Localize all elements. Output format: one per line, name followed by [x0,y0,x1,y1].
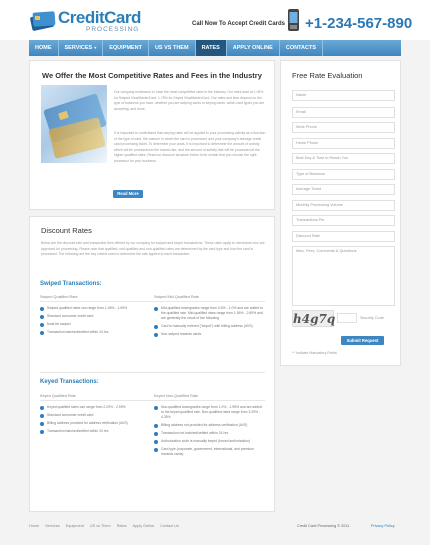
bullet-dot-icon [40,422,44,426]
list-item: Non-qualified downgrades range from 1.0% - 1.95% and are added to the keyed qualified rate. Non-qualified rates range from 3.29% - 4.35% [154,405,264,420]
bullet-dot-icon [154,440,158,444]
credit-cards-image [41,85,107,163]
footer-link-equipment[interactable]: Equipment [65,524,84,528]
nav-item-contacts[interactable]: CONTACTS [280,40,323,56]
bullet-dot-icon [40,331,44,335]
email-field[interactable]: Email [292,107,395,118]
bullet-dot-icon [154,333,158,337]
list-item: Mid-qualified downgrades range from 0.5% - 1.0% and are added to the qualified rate. Mid-qualified rates range from 1.56% - 2.69% and are generally the result of the following [154,306,264,321]
keyed-heading: Keyed Transactions: [40,379,99,385]
swiped-mid-list [154,306,264,340]
list-item: Transaction batched/settled within 24 hrs [40,330,140,335]
swiped-mid-header: Swiped Mid-Qualified Rate [154,295,199,299]
discount-rates-panel [29,216,275,512]
footer-link-services[interactable]: Services [45,524,60,528]
bullet-dot-icon [154,406,158,410]
logo-title[interactable]: CreditCard [58,8,141,27]
list-item: Standard consumer credit card [40,314,140,319]
captcha-image: h4g7q [293,312,336,326]
bullet-dot-icon [154,448,158,452]
footer [29,518,401,534]
discount-rate-field[interactable]: Discount Rate [292,231,395,242]
transactions-field[interactable]: Transactions Per [292,215,395,226]
nav-item-rates[interactable]: RATES [196,40,227,56]
best-time-field[interactable]: Best Day & Time to Reach You [292,153,395,164]
bullet-dot-icon [154,307,158,311]
list-item: Card is manually entered ("keyed") with billing address (AVS) [154,324,264,329]
mandatory-note: ** Indicate Mandatory Fields [292,351,337,355]
list-item: Transaction batched/settled within 24 hrs [40,429,140,434]
keyed-qualified-header: Keyed Qualified Rate [40,394,76,398]
list-item: Non-swiped rewards cards [154,332,264,337]
business-type-field[interactable]: Type of Business [292,169,395,180]
keyed-non-header: Keyed Non-Qualified Rate [154,394,199,398]
bullet-dot-icon [40,315,44,319]
bullet-dot-icon [154,424,158,428]
read-more-button[interactable]: Read More [113,190,143,198]
call-to-action-text: Call Now To Accept Credit Cards [192,21,286,27]
footer-link-us-vs-them[interactable]: US vs Them [89,524,111,528]
footer-link-apply-online[interactable]: Apply Online [132,524,155,528]
bullet-dot-icon [40,414,44,418]
nav-item-home[interactable]: HOME [29,40,59,56]
rates-paragraph: It is important to understand that varying rates will be applied to your processing activity as a function of the type of card, the manner in which the card is processed, and your company's average credit card processing ticket. To determine your costs, it is important to determine the amount of activity which will be processed at the lowest rate, and the amount of activity that will be processed at the higher qualified rates. Read our discount structure below to be certain that you choose the right processor for your business. [114,131,266,163]
bullet-dot-icon [40,430,44,434]
page-title: We Offer the Most Competitive Rates and Fees in the Industry [42,71,262,80]
monthly-volume-field[interactable]: Monthly Processing Volume [292,200,395,211]
nav-item-us-vs-them[interactable]: US VS THEM [149,40,196,56]
bullet-dot-icon [40,406,44,410]
keyed-non-list [154,405,264,460]
nav-item-services[interactable]: SERVICES ▾ [59,40,104,56]
footer-link-home[interactable]: Home [29,524,40,528]
footer-link-rates[interactable]: Rates [116,524,127,528]
intro-paragraph: Our company endeavors to have the most competitive rates in the industry. Our rates start at 1.06% for Swiped Visa/MasterCard, 1.75% for Keyed Visa/MasterCard. Our rates and fees depend on the type of business you have, whether you are swiping cards or keying cards, which card types you are accepting, and more. [114,90,265,111]
list-item: Billing address provided for address verification (AVS) [40,421,140,426]
form-title: Free Rate Evaluation [292,71,363,80]
work-phone-field[interactable]: Work Phone [292,122,395,133]
name-field[interactable]: Name [292,90,395,101]
chevron-down-icon: ▾ [94,45,97,50]
list-item: Swiped qualified rates can range from 1.06% - 1.69% [40,306,140,311]
nav-item-equipment[interactable]: EQUIPMENT [103,40,149,56]
privacy-policy-link[interactable]: Privacy Policy [371,524,395,528]
home-phone-field[interactable]: Home Phone [292,138,395,149]
credit-card-logo-icon[interactable] [29,9,56,31]
keyed-qualified-list [40,405,140,437]
swiped-qualified-header: Swiped Qualified Rate [40,295,78,299]
average-ticket-field[interactable]: Average Ticket [292,184,395,195]
rates-title: Discount Rates [41,226,92,235]
security-code-input[interactable] [337,313,357,323]
bullet-dot-icon [40,307,44,311]
swiped-qualified-list [40,306,140,338]
header [0,0,430,40]
rates-intro: Below are the discount rate and transaction fees offered by our company for swiped and keyed transactions. These rates apply to merchants who are approved for processing. Please note that qualified, mid-qualified and non-qualified rates are determined by the card type and how the card is processed. The following are the key criteria used to determine the rate applied to each transaction. [41,241,265,257]
swiped-heading: Swiped Transactions: [40,281,102,287]
bullet-dot-icon [40,323,44,327]
bullet-dot-icon [154,432,158,436]
list-item: Billing address not provided for address verification (AVS) [154,423,264,428]
comments-textarea[interactable]: Misc. Fees, Comments & Questions [292,246,395,306]
logo-subtitle: PROCESSING [86,26,140,33]
list-item: Standard consumer credit card [40,413,140,418]
main-nav [29,40,401,56]
list-item: Must be swiped [40,322,140,327]
mobile-phone-icon [286,8,301,32]
footer-link-contact-us[interactable]: Contact Us [160,524,179,528]
list-item: Transaction not batched/settled within 24 hrs [154,431,264,436]
nav-item-apply-online[interactable]: APPLY ONLINE [227,40,280,56]
list-item: Card type (corporate, government, international, and premium rewards cards) [154,447,264,457]
bullet-dot-icon [154,325,158,329]
phone-number[interactable]: +1-234-567-890 [305,15,413,32]
list-item: Keyed qualified rates can range from 2.29% - 2.59% [40,405,140,410]
copyright: Credit Card Processing © 2011 [297,524,350,528]
submit-request-button[interactable]: Submit Request [341,336,384,345]
security-code-label: Security Code [360,316,384,320]
list-item: Authorization code is manually keyed (forced authorization) [154,439,264,444]
